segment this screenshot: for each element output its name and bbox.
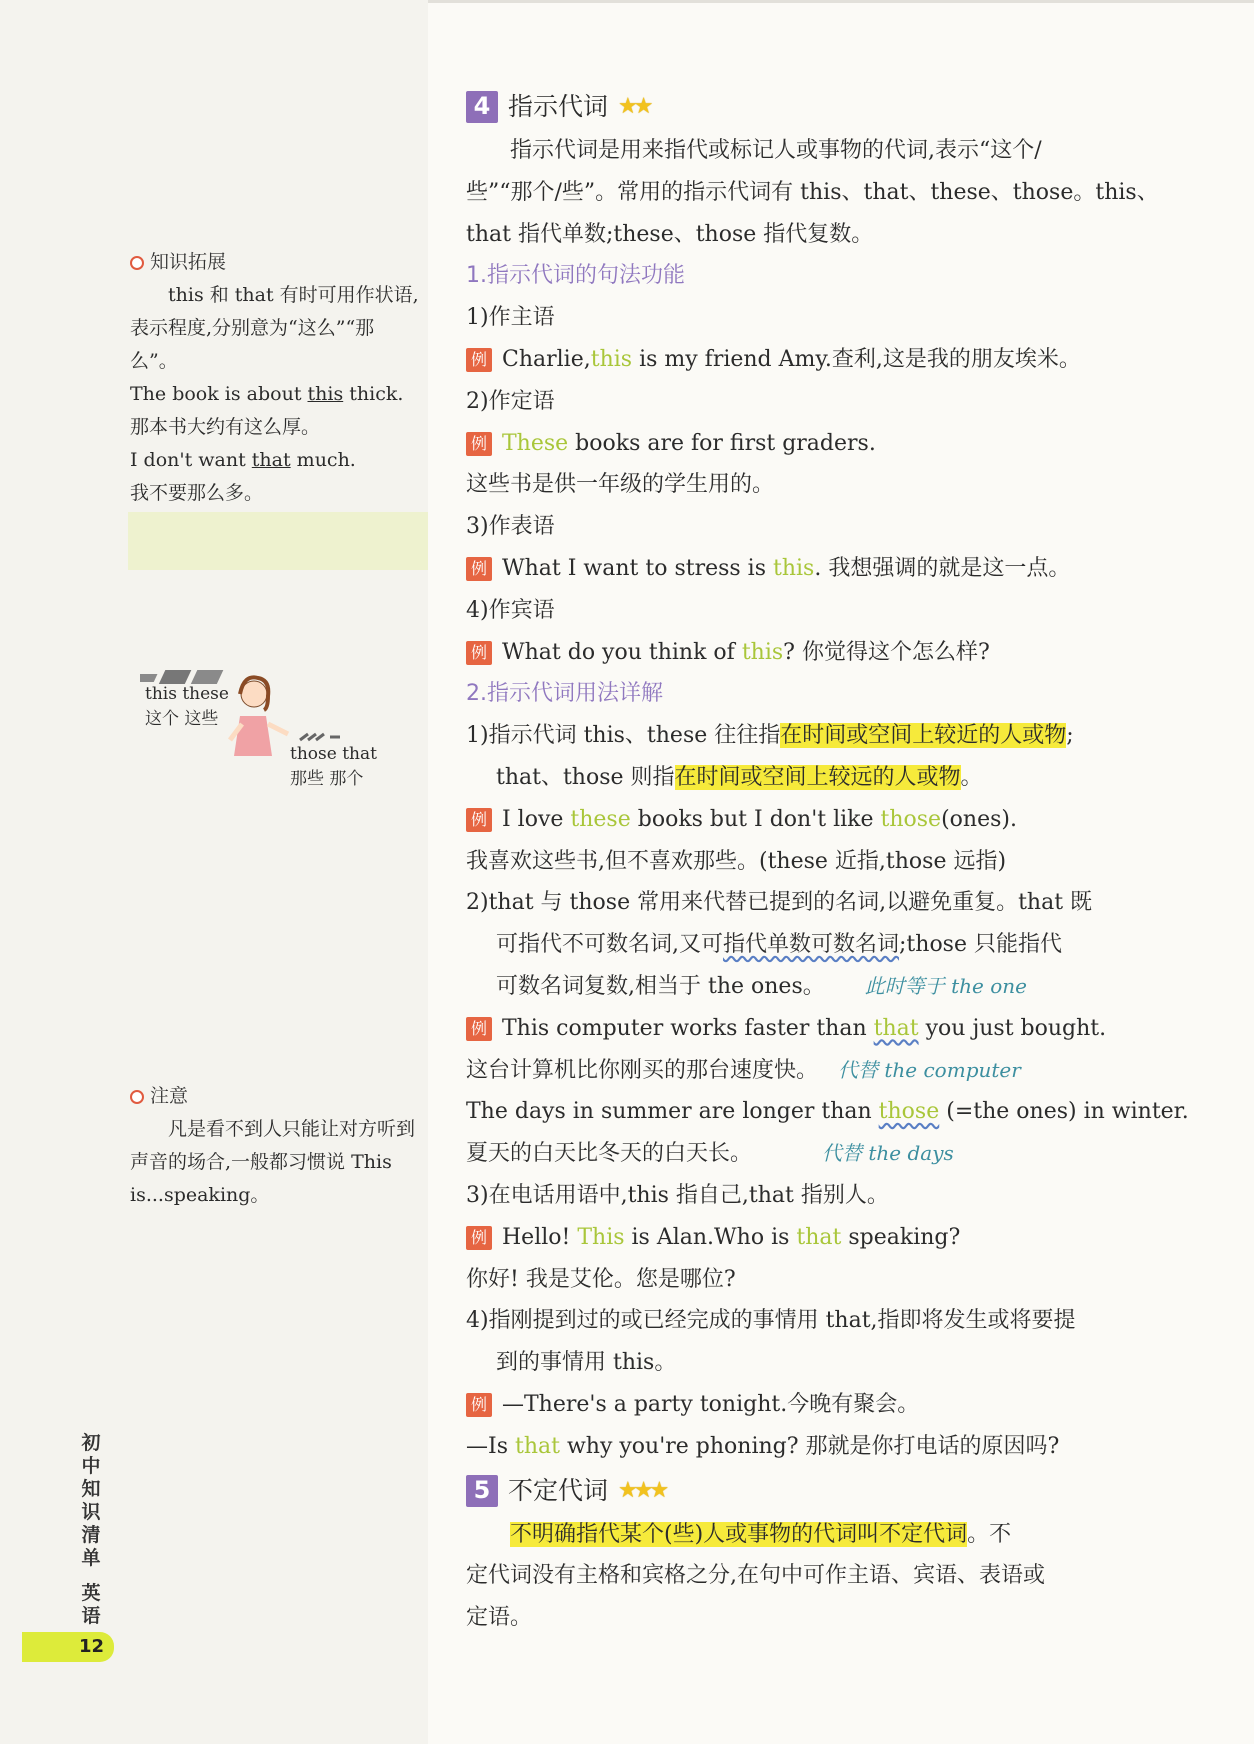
usage-2: 2)that 与 those 常用来代替已提到的名词,以避免重复。that 既	[466, 890, 1093, 916]
bullet-icon	[130, 256, 144, 270]
sidebar-band	[128, 512, 428, 570]
page-number: 12	[22, 1632, 114, 1662]
extension-example-1: The book is about this thick.	[130, 383, 404, 405]
extension-example-2: I don't want that much.	[130, 449, 356, 471]
example-line: The days in summer are longer than those (=the ones) in winter.	[466, 1099, 1189, 1125]
example-icon: 例	[466, 808, 492, 832]
usage-4: 4)指刚提到过的或已经完成的事情用 that,指即将发生或将要提	[466, 1308, 1076, 1334]
note-body: 凡是看不到人只能让对方听到声音的场合,一般都习惯说 This is...speaking。	[130, 1118, 416, 1206]
example-line: 例 What do you think of this? 你觉得这个怎么样?	[466, 632, 1156, 674]
difficulty-stars-icon: ★★★	[618, 1477, 666, 1503]
example-translation: 我喜欢这些书,但不喜欢那些。(these 近指,those 远指)	[466, 848, 1007, 874]
function-predicative: 3)作表语	[466, 514, 555, 540]
example-translation: 这些书是供一年级的学生用的。	[466, 472, 775, 498]
note-heading: 注意	[130, 1080, 420, 1113]
near-words-label: this these	[145, 684, 229, 704]
example-icon: 例	[466, 1226, 492, 1250]
example-icon: 例	[466, 1017, 492, 1041]
section-4-title: 4 指示代词 ★★	[466, 84, 1156, 130]
subsection-1-title: 1.指示代词的句法功能	[466, 263, 685, 289]
example-line: 例 What I want to stress is this. 我想强调的就是这一点。	[466, 548, 1156, 590]
function-object: 4)作宾语	[466, 597, 555, 623]
section-5-title: 5 不定代词 ★★★	[466, 1468, 1156, 1514]
far-words-translation: 那些 那个	[290, 769, 364, 789]
example-line: 例 —There's a party tonight.今晚有聚会。	[466, 1384, 1156, 1426]
note-box	[130, 1080, 420, 1212]
example-translation: 这台计算机比你刚买的那台速度快。 代替 the computer	[466, 1057, 1021, 1083]
difficulty-stars-icon: ★★	[618, 94, 650, 120]
bullet-icon	[130, 1090, 144, 1104]
girl-icon	[230, 677, 288, 756]
example-line: 例 Hello! This is Alan.Who is that speaking?	[466, 1217, 1156, 1259]
handwritten-note: 代替 the computer	[838, 1057, 1021, 1082]
demonstrative-illustration	[140, 660, 430, 800]
handwritten-note: 此时等于 the one	[864, 973, 1027, 998]
subsection-2-title: 2.指示代词用法详解	[466, 681, 663, 707]
example-translation: 夏天的白天比冬天的白天长。 代替 the days	[466, 1141, 954, 1167]
knowledge-extension-heading: 知识拓展	[130, 246, 420, 279]
main-content: 4 指示代词 ★★ 指示代词是用来指代或标记人或事物的代词,表示“这个/ 些”“那个/些”。常用的指示代词有 this、that、these、those。this、 that 指代单数;these、those 指代复数。 1.指示代词的句法功能 1)作主语 例 Charlie,this is my friend Amy.查利,这是我的朋友埃米。 2)作定语 例 These books are for first graders. 这些书是供一年级的学生用的。 3)作表语 例 What I want to stress is this. 我想强调的就是这一点。 4)作宾语 例 What do you think of this? 你觉得这个怎么样? 2.指示代词用法详解 1)指示代词 this、these 往往指在时间或空间上较近的人或物; that、those 则指在时间或空间上较远的人或物。 例 I love these books but I don't like those(ones). 我喜欢这些书,但不喜欢那些。(these 近指,those 远指) 2)that 与 those 常用来代替已提到的名词,以避免重复。that 既 可指代不可数名词,又可指代单数可数名词;those 只能指代 可数名词复数,相当于 the ones。 此时等于 the one 例 This computer works faster than that you just bought. 这台计算机比你刚买的那台速度快。 代替 the computer The days in summer are longer than those (=the ones) in winter. 夏天的白天比冬天的白天长。 代替 the days 3)在电话用语中,this 指自己,that 指别人。 例 Hello! This is Alan.Who is that speaking? 你好! 我是艾伦。您是哪位? 4)指刚提到过的或已经完成的事情用 that,指即将发生或将要提 到的事情用 this。 例 —There's a party tonight.今晚有聚会。 —Is that why you're phoning? 那就是你打电话的原因吗? 5 不定代词 ★★★ 不明确指代某个(些)人或事物的代词叫不定代词。不 定代词没有主格和宾格之分,在句中可作主语、宾语、表语或 定语。	[466, 84, 1156, 1639]
near-words-translation: 这个 这些	[145, 709, 219, 729]
example-line: 例 I love these books but I don't like those(ones).	[466, 799, 1156, 841]
function-attributive: 2)作定语	[466, 388, 555, 414]
far-words-label: those that	[290, 744, 377, 764]
knowledge-extension-box	[130, 246, 420, 510]
example-line: 例 These books are for first graders.	[466, 423, 1156, 465]
extension-example-1-translation: 那本书大约有这么厚。	[130, 416, 321, 438]
section-5-intro: 不明确指代某个(些)人或事物的代词叫不定代词。不	[510, 1521, 1012, 1547]
example-icon: 例	[466, 557, 492, 581]
section-number-badge: 5	[466, 1475, 498, 1507]
section-number-badge: 4	[466, 91, 498, 123]
example-icon: 例	[466, 348, 492, 372]
books-far-icon	[300, 734, 340, 740]
function-subject: 1)作主语	[466, 305, 555, 331]
usage-3: 3)在电话用语中,this 指自己,that 指别人。	[466, 1182, 889, 1208]
example-line: 例 Charlie,this is my friend Amy.查利,这是我的朋友埃米。	[466, 339, 1156, 381]
example-icon: 例	[466, 641, 492, 665]
example-icon: 例	[466, 432, 492, 456]
book-title-vertical: 初 中 知 识 清 单 英 语	[81, 1432, 101, 1627]
example-line: —Is that why you're phoning? 那就是你打电话的原因吗?	[466, 1433, 1060, 1459]
example-line: 例 This computer works faster than that you just bought.	[466, 1008, 1156, 1050]
extension-example-2-translation: 我不要那么多。	[130, 482, 264, 504]
usage-1: 1)指示代词 this、these 往往指在时间或空间上较近的人或物;	[466, 723, 1074, 749]
example-translation: 你好! 我是艾伦。您是哪位?	[466, 1266, 736, 1292]
knowledge-extension-intro: this 和 that 有时可用作状语,表示程度,分别意为“这么”“那么”。	[130, 284, 419, 372]
section-4-intro: 指示代词是用来指代或标记人或事物的代词,表示“这个/	[510, 138, 1042, 163]
example-icon: 例	[466, 1393, 492, 1417]
handwritten-note: 代替 the days	[822, 1141, 954, 1166]
